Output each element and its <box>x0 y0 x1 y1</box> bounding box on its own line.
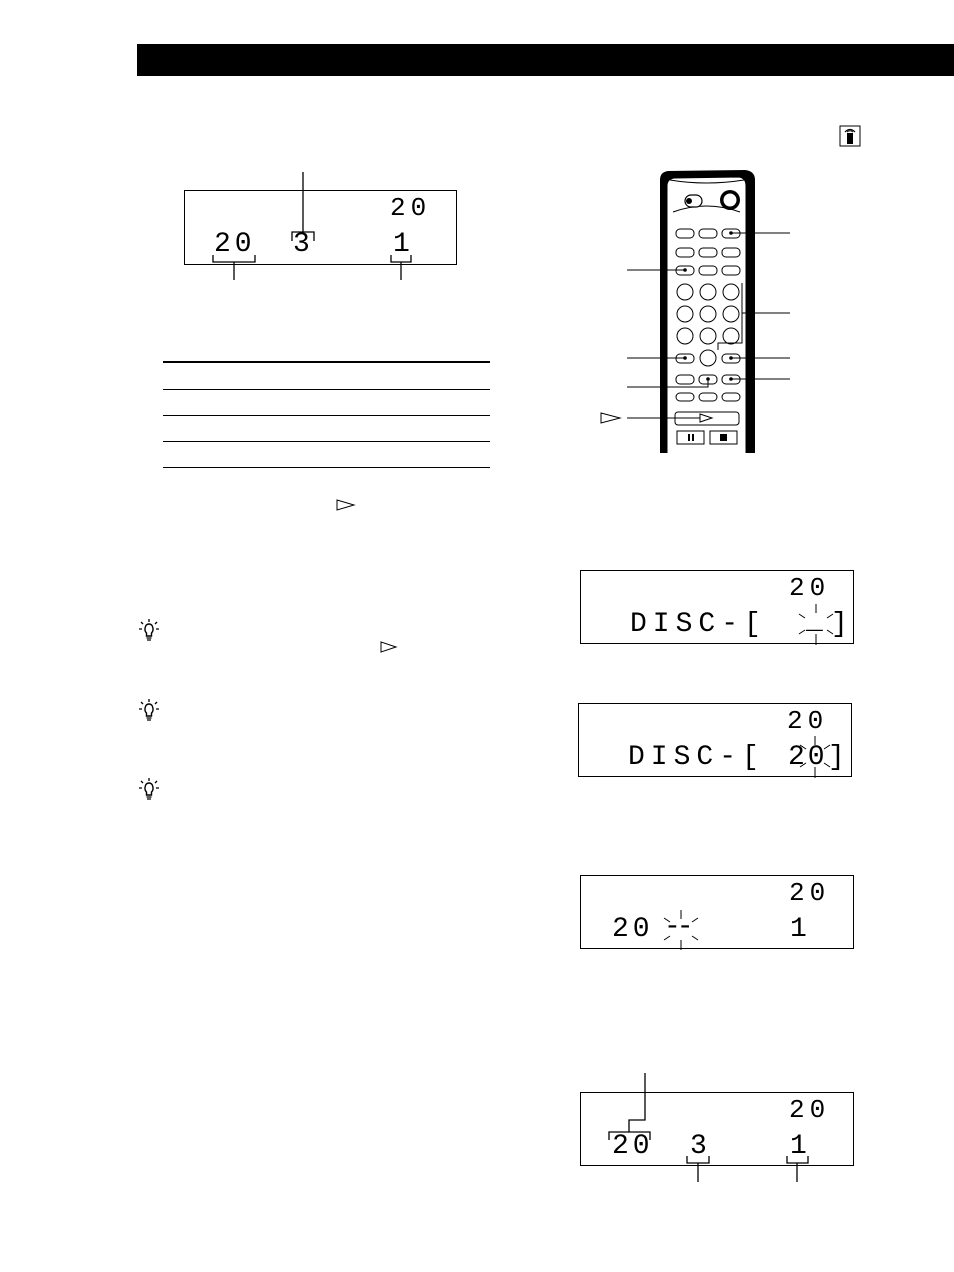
disc-number-readout: 20 <box>612 1131 654 1162</box>
index-number-readout: 1 <box>790 1131 807 1162</box>
track-number-readout: 3 <box>293 229 310 260</box>
index-number-readout: 1 <box>393 229 410 260</box>
disc-entry-readout: _ <box>806 606 823 637</box>
index-number-readout: 1 <box>790 914 807 945</box>
total-discs-readout: 20 <box>789 878 831 908</box>
total-discs-readout: 20 <box>789 573 831 603</box>
track-number-readout: -- <box>664 912 690 943</box>
disc-number-readout: 20 <box>214 229 256 260</box>
disc-number-readout: 20 <box>612 914 654 945</box>
disc-prompt-close-bracket: ] <box>828 742 845 773</box>
disc-prompt-close-bracket: ] <box>831 609 848 640</box>
disc-prompt-readout: DISC-[ <box>628 742 765 773</box>
total-discs-readout: 20 <box>787 706 829 736</box>
disc-entry-readout: 20 <box>788 742 828 773</box>
total-discs-readout: 20 <box>789 1095 831 1125</box>
disc-prompt-readout: DISC-[ <box>630 609 767 640</box>
total-discs-readout: 20 <box>390 193 432 223</box>
track-number-readout: 3 <box>690 1131 707 1162</box>
